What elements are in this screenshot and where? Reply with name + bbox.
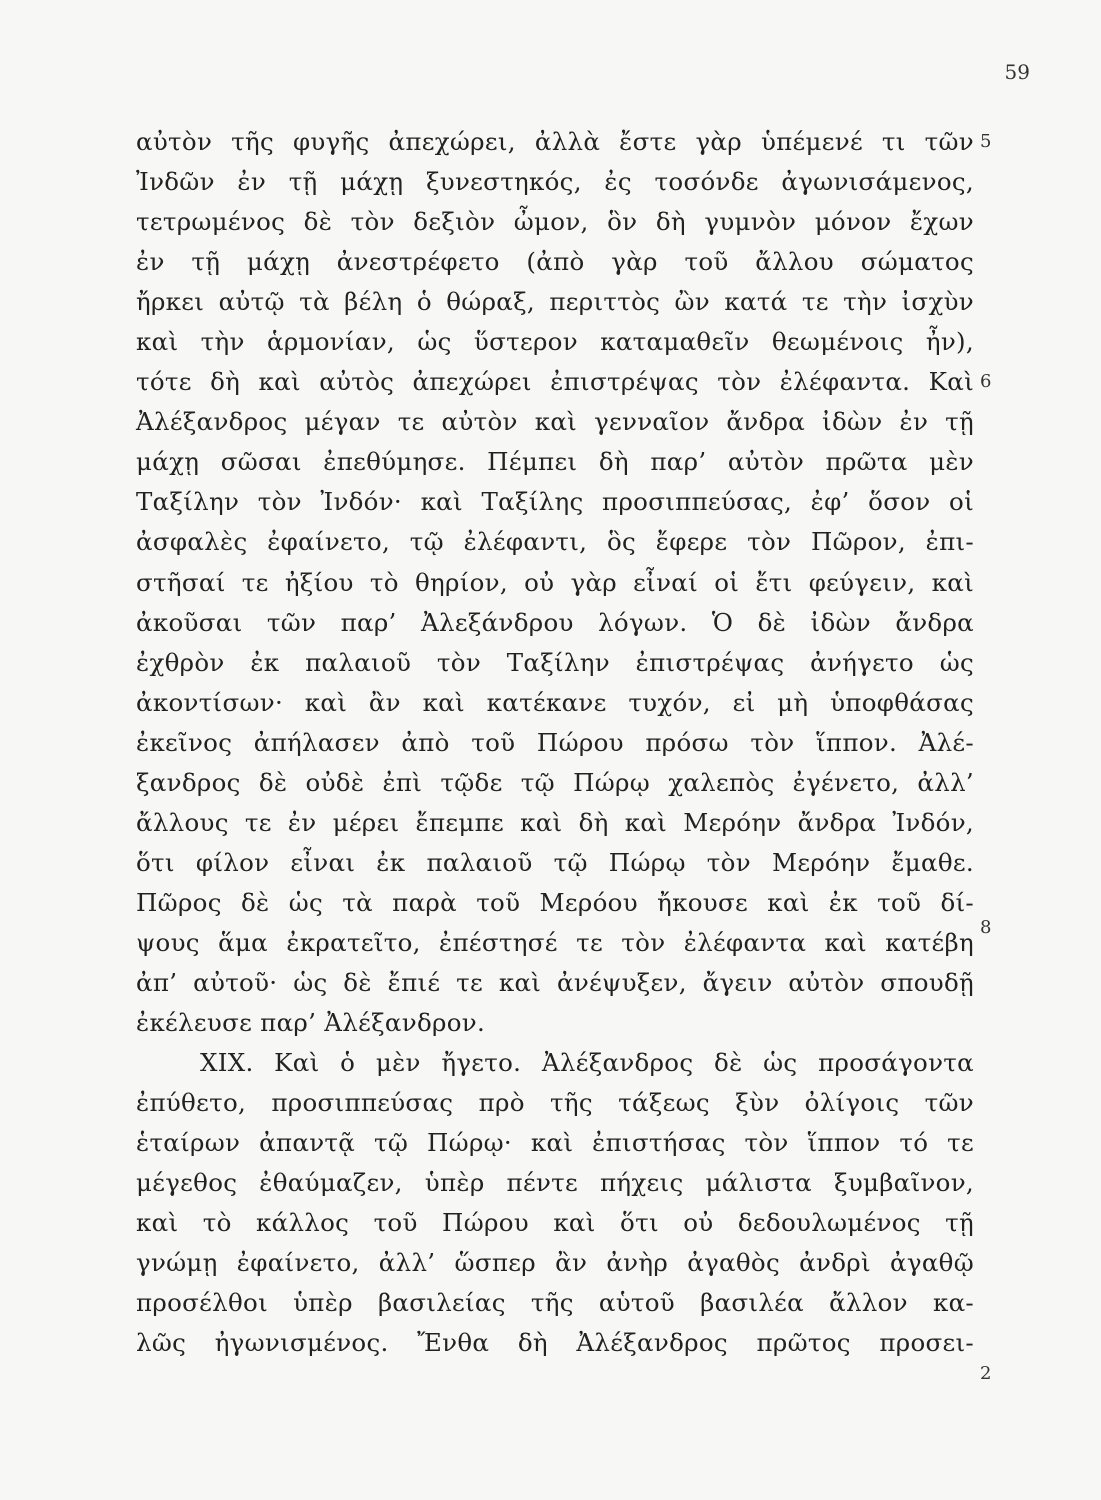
text-line: Ἀλέξανδρος μέγαν τε αὐτὸν καὶ γενναῖον ἄνδρα ἰδὼν ἐν τῇ (136, 407, 974, 437)
text-line: ἐχθρὸν ἐκ παλαιοῦ τὸν Ταξίλην ἐπιστρέψας ἀνήγετο ὡς (136, 647, 974, 677)
margin-line-number: 8 (980, 917, 992, 938)
section-heading-line: XIX. Καὶ ὁ μὲν ἤγετο. Ἀλέξανδρος δὲ ὡς προσάγοντα (200, 1048, 974, 1078)
margin-line-number: 6 (980, 371, 992, 392)
text-line: ἤρκει αὐτῷ τὰ βέλη ὁ θώραξ, περιττὸς ὢν κατά τε τὴν ἰσχὺν (136, 287, 974, 317)
text-line: προσέλθοι ὑπὲρ βασιλείας τῆς αὑτοῦ βασιλέα ἄλλον κα- (136, 1288, 974, 1318)
text-line: καὶ τὴν ἁρμονίαν, ὡς ὕστερον καταμαθεῖν θεωμένοις ἦν), (136, 327, 974, 357)
text-line: ἐκεῖνος ἀπήλασεν ἀπὸ τοῦ Πώρου πρόσω τὸν ἵππον. Ἀλέ- (136, 727, 974, 757)
page-number: 59 (1004, 60, 1030, 84)
text-line: ὅτι φίλον εἶναι ἐκ παλαιοῦ τῷ Πώρῳ τὸν Μερόην ἔμαθε. (136, 847, 974, 877)
text-line: Ἰνδῶν ἐν τῇ μάχῃ ξυνεστηκός, ἐς τοσόνδε ἀγωνισάμενος, (136, 167, 974, 197)
text-line: ἐν τῇ μάχῃ ἀνεστρέφετο (ἀπὸ γὰρ τοῦ ἄλλου σώματος (136, 247, 974, 277)
text-line: ἄλλους τε ἐν μέρει ἔπεμπε καὶ δὴ καὶ Μερόην ἄνδρα Ἰνδόν, (136, 807, 974, 837)
text-line: ἑταίρων ἀπαντᾷ τῷ Πώρῳ· καὶ ἐπιστήσας τὸν ἵππον τό τε (136, 1128, 974, 1158)
text-line: καὶ τὸ κάλλος τοῦ Πώρου καὶ ὅτι οὐ δεδουλωμένος τῇ (136, 1208, 974, 1238)
text-line: αὐτὸν τῆς φυγῆς ἀπεχώρει, ἀλλὰ ἔστε γὰρ ὑπέμενέ τι τῶν (136, 127, 974, 156)
text-line: Πῶρος δὲ ὡς τὰ παρὰ τοῦ Μερόου ἤκουσε καὶ ἐκ τοῦ δί- (136, 887, 974, 917)
text-line: τετρωμένος δὲ τὸν δεξιὸν ὦμον, ὃν δὴ γυμνὸν μόνον ἔχων (136, 207, 974, 237)
margin-line-number: 5 (980, 131, 992, 152)
text-line: ξανδρος δὲ οὐδὲ ἐπὶ τῷδε τῷ Πώρῳ χαλεπὸς ἐγένετο, ἀλλ’ (136, 767, 974, 797)
text-line: τότε δὴ καὶ αὐτὸς ἀπεχώρει ἐπιστρέψας τὸν ἐλέφαντα. Καὶ (136, 367, 974, 397)
margin-line-number: 2 (980, 1363, 992, 1384)
greek-text-body (136, 122, 974, 1363)
text-line: Ταξίλην τὸν Ἰνδόν· καὶ Ταξίλης προσιππεύσας, ἐφ’ ὅσον οἱ (136, 487, 974, 517)
text-line: μέγεθος ἐθαύμαζεν, ὑπὲρ πέντε πήχεις μάλιστα ξυμβαῖνον, (136, 1168, 974, 1198)
text-line: ἀπ’ αὐτοῦ· ὡς δὲ ἔπιέ τε καὶ ἀνέψυξεν, ἄγειν αὐτὸν σπουδῇ (136, 967, 974, 997)
text-line: ἀσφαλὲς ἐφαίνετο, τῷ ἐλέφαντι, ὃς ἔφερε τὸν Πῶρον, ἐπι- (136, 527, 974, 557)
text-line: ἐκέλευσε παρ’ Ἀλέξανδρον. (136, 1008, 486, 1038)
text-line: ψους ἅμα ἐκρατεῖτο, ἐπέστησέ τε τὸν ἐλέφαντα καὶ κατέβη (136, 927, 974, 957)
text-line: ἀκοντίσων· καὶ ἂν καὶ κατέκανε τυχόν, εἰ μὴ ὑποφθάσας (136, 687, 974, 717)
text-line: γνώμῃ ἐφαίνετο, ἀλλ’ ὥσπερ ἂν ἀνὴρ ἀγαθὸς ἀνδρὶ ἀγαθῷ (136, 1248, 974, 1278)
text-line: ἀκοῦσαι τῶν παρ’ Ἀλεξάνδρου λόγων. Ὁ δὲ ἰδὼν ἄνδρα (136, 607, 974, 637)
text-line: μάχῃ σῶσαι ἐπεθύμησε. Πέμπει δὴ παρ’ αὐτὸν πρῶτα μὲν (136, 447, 974, 477)
text-line: στῆσαί τε ἠξίου τὸ θηρίον, οὐ γὰρ εἶναί οἱ ἔτι φεύγειν, καὶ (136, 567, 974, 597)
text-line: λῶς ἠγωνισμένος. Ἔνθα δὴ Ἀλέξανδρος πρῶτος προσει- (136, 1328, 974, 1358)
text-line: ἐπύθετο, προσιππεύσας πρὸ τῆς τάξεως ξὺν ὀλίγοις τῶν (136, 1088, 974, 1118)
